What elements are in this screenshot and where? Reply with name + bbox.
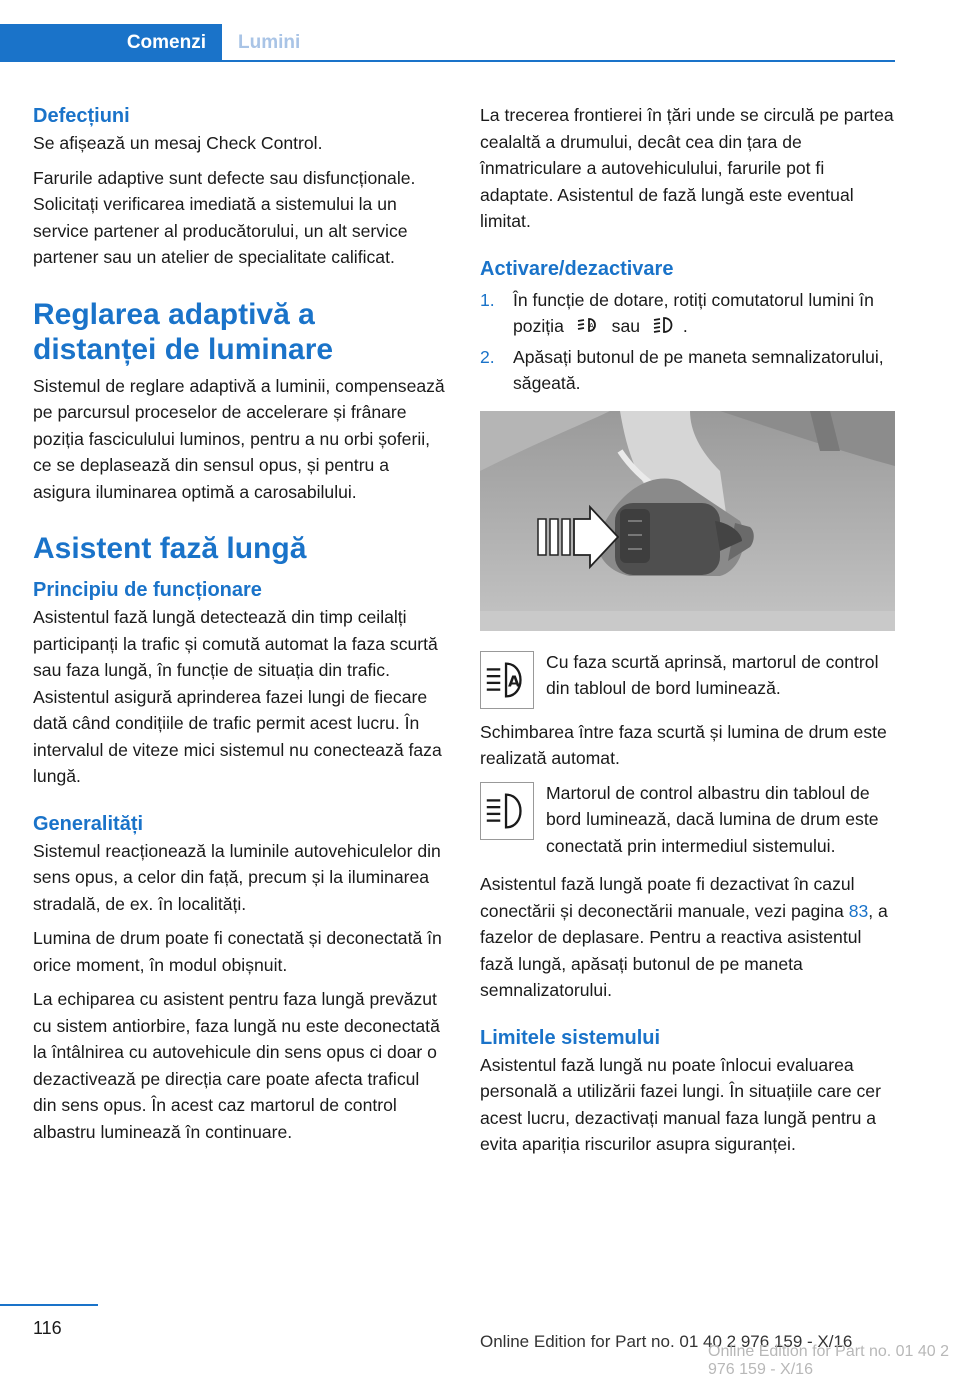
svg-text:A: A xyxy=(507,672,520,691)
text: Asistentul fază lungă poate fi dezactivat în cazul conectării și deconectării manuale, vezi pagina xyxy=(480,874,855,921)
paragraph: Cu faza scurtă aprinsă, martorul de control din tabloul de bord luminează. xyxy=(546,651,879,698)
tab-comenzi-label: Comenzi xyxy=(126,32,206,53)
paragraph: Farurile adaptive sunt defecte sau disfuncționale. Solicitați verificarea imediată a sistemului la un service partener al producătorului, un alt service partener sau un atelier de specialitate calificat. xyxy=(33,167,416,267)
svg-text:A: A xyxy=(588,322,594,330)
auto-light-icon xyxy=(577,315,599,335)
paragraph: La echiparea cu asistent pentru faza lungă prevăzut cu sistem antiorbire, faza lungă nu este deconectată la întâlnirea cu autovehicule din sens opus ci doar o dezactivează pe direcția care poate afecta traficul din sens opus. În acest caz martorul de control albastru luminează în continuare. xyxy=(33,989,440,1142)
paragraph: Asistentul fază lungă nu poate înlocui evaluarea personală a utilizării fazei lungi. În situațiile care cer acest lucru, dezactivați manual faza lungă pentru a evita apariția riscurilor asupra siguranței. xyxy=(480,1054,881,1154)
right-column xyxy=(480,102,895,1166)
text: , a fazelor de deplasare. Pentru a reactiva asistentul fază lungă, apăsați butonul de pe maneta semnalizatorului. xyxy=(480,900,888,1000)
paragraph: Se afișează un mesaj Check Control. xyxy=(33,133,323,153)
step-text: În funcție de dotare, rotiți comutatorul lumini în poziția xyxy=(513,289,874,336)
indicator-paragraph xyxy=(480,649,895,719)
page-number: 116 xyxy=(33,1318,62,1338)
paragraph: Lumina de drum poate fi conectată și deconectată în orice moment, în modul obișnuit. xyxy=(33,928,442,975)
indicator-paragraph xyxy=(480,780,895,860)
heading-generalitati: Generalități xyxy=(33,812,144,835)
paragraph: Sistemul de reglare adaptivă a luminii, compensează pe parcursul proceselor de accelerare și frânare poziția fasciculului luminos, pentru a nu orbi șoferii, ce se deplasează din sensul opus, și pentru a asigura iluminarea optimă a carosabilului. xyxy=(33,375,445,502)
paragraph: Sistemul reacționează la luminile autovehiculelor din sens opus, a celor din față, precum și la iluminarea stradală, de ex. în localități. xyxy=(33,840,441,914)
high-beam-icon xyxy=(480,782,534,840)
step-text-or: sau xyxy=(611,316,641,336)
heading-reglare: Reglarea adaptivă a distanței de luminare xyxy=(33,297,334,366)
heading-defectiuni: Defecțiuni xyxy=(33,105,130,127)
watermark: Online Edition for Part no. 01 40 2 976 159 - X/16 xyxy=(708,1343,950,1378)
paragraph: Schimbarea între faza scurtă și lumina de drum este realizată automat. xyxy=(480,721,887,768)
steps-list xyxy=(480,287,895,397)
list-item xyxy=(480,344,895,397)
header-rule xyxy=(0,60,895,62)
heading-principiu: Principiu de funcționare xyxy=(33,579,262,601)
edition-text: Online Edition for Part no. 01 40 2 976 159 - X/16 xyxy=(480,1332,853,1351)
low-beam-icon xyxy=(653,315,675,335)
page-link[interactable]: 83 xyxy=(848,900,869,921)
step-text: Apăsați butonul de pe maneta semnalizatorului, săgeată. xyxy=(513,346,884,393)
paragraph xyxy=(480,871,895,1004)
tab-lumini[interactable]: Lumini xyxy=(238,32,301,53)
heading-limitele: Limitele sistemului xyxy=(480,1026,661,1049)
heading-asistent: Asistent fază lungă xyxy=(33,532,307,565)
left-column xyxy=(33,102,446,1153)
step-text-end: . xyxy=(682,316,688,336)
paragraph: La trecerea frontierei în țări unde se circulă pe partea cealaltă a drumului, decât cea din țara de înmatriculare a autovehiculului, farurile pot fi adaptate. Asistentul de fază lungă este eventual limitat. xyxy=(480,105,894,231)
high-beam-assistant-icon xyxy=(480,651,534,709)
list-item xyxy=(480,287,895,340)
turn-signal-lever-photo xyxy=(480,411,895,631)
header-bar xyxy=(0,24,895,62)
tab-comenzi[interactable] xyxy=(0,24,222,62)
paragraph: Asistentul fază lungă detectează din timp ceilalți participanți la trafic și comută automat la faza scurtă sau faza lungă, în funcție de situația din trafic. Asistentul asigură aprinderea fazei lungi de fiecare dată când condițiile de trafic permit acest lucru. În intervalul de viteze mici sistemul nu conectează faza lungă. xyxy=(33,607,442,786)
step-number: 1. xyxy=(480,289,495,310)
step-number: 2. xyxy=(480,346,495,367)
footer-rule xyxy=(0,1304,98,1306)
heading-activare: Activare/dezactivare xyxy=(480,257,674,280)
paragraph: Martorul de control albastru din tabloul de bord luminează, dacă lumina de drum este conectată prin intermediul sistemului. xyxy=(546,782,879,856)
